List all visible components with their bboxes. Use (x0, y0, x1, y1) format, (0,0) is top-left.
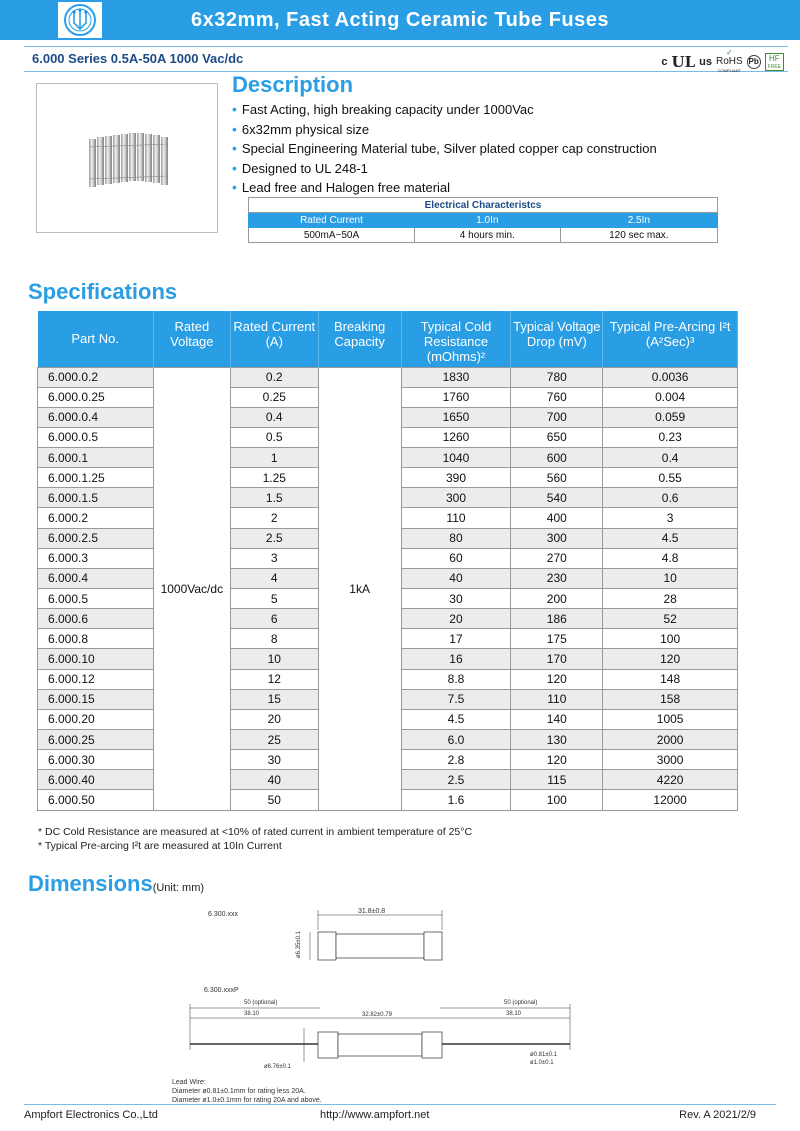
voltage-drop-cell: 600 (511, 448, 603, 468)
rated-voltage-cell: 1000Vac/dc (153, 367, 230, 810)
rated-current-cell: 1.25 (230, 468, 318, 488)
cold-resistance-cell: 17 (401, 629, 511, 649)
column-header-rated-current: Rated Current (A) (230, 311, 318, 367)
rohs-label: RoHS (715, 56, 743, 67)
certification-marks (661, 48, 784, 75)
part-number-cell: 6.000.4 (38, 568, 154, 588)
pre-arcing-cell: 4.5 (603, 528, 738, 548)
hf-sublabel: FREE (767, 63, 781, 70)
voltage-drop-cell: 560 (511, 468, 603, 488)
part-number-cell: 6.000.50 (38, 790, 154, 810)
part-number-cell: 6.000.0.4 (38, 407, 154, 427)
cold-resistance-cell: 1.6 (401, 790, 511, 810)
rated-current-cell: 2.5 (230, 528, 318, 548)
fuse-cap-right (424, 932, 442, 960)
ul-mark-icon: UL (671, 52, 696, 71)
description-heading: Description (232, 72, 354, 97)
table-cell: 500mA~50A (249, 228, 415, 243)
cert-c: c (661, 55, 668, 68)
hf-label: HF (768, 53, 780, 63)
part-number-cell: 6.000.6 (38, 609, 154, 629)
part-number-cell: 6.000.2 (38, 508, 154, 528)
pre-arcing-cell: 3000 (603, 750, 738, 770)
note: * DC Cold Resistance are measured at <10% of rated current in ambient temperature of 25°C (38, 826, 473, 838)
page-title: 6x32mm, Fast Acting Ceramic Tube Fuses (190, 9, 610, 31)
lead-wire-note: Diameter ø1.0±0.1mm for rating 20A and above. (172, 1097, 322, 1104)
cold-resistance-cell: 1650 (401, 407, 511, 427)
list-item: • Designed to UL 248-1 (232, 159, 657, 179)
cold-resistance-cell: 1760 (401, 387, 511, 407)
wire-dia-a-label: ø0.81±0.1 (530, 1052, 557, 1058)
check-icon: ✓ (725, 48, 733, 57)
cold-resistance-cell: 40 (401, 568, 511, 588)
dimensions-unit: (Unit: mm) (152, 882, 205, 894)
voltage-drop-cell: 110 (511, 689, 603, 709)
pre-arcing-cell: 4.8 (603, 548, 738, 568)
rated-current-cell: 1.5 (230, 488, 318, 508)
body-dia-label: ø6.76±0.1 (264, 1064, 291, 1070)
rated-current-cell: 2 (230, 508, 318, 528)
table-row (38, 367, 738, 387)
wire-dia-b-label: ø1.0±0.1 (530, 1060, 554, 1066)
rated-current-cell: 40 (230, 770, 318, 790)
divider (24, 46, 788, 47)
table-header: 2.5In (560, 213, 717, 228)
pre-arcing-cell: 0.4 (603, 448, 738, 468)
pre-arcing-cell: 10 (603, 568, 738, 588)
table-header: Rated Current (249, 213, 415, 228)
lead-right-label: 38.10 (506, 1011, 522, 1017)
part-number-cell: 6.000.40 (38, 770, 154, 790)
part-number-cell: 6.000.8 (38, 629, 154, 649)
cold-resistance-cell: 16 (401, 649, 511, 669)
opt-left-label: 50 (optional) (244, 1000, 278, 1006)
cold-resistance-cell: 1260 (401, 427, 511, 447)
pre-arcing-cell: 0.059 (603, 407, 738, 427)
lead-wire-note: Diameter ø0.81±0.1mm for rating less 20A. (172, 1088, 306, 1095)
table-caption: Electrical Characteristcs (249, 198, 718, 213)
lead-left-label: 38.10 (244, 1011, 260, 1017)
cold-resistance-cell: 4.5 (401, 709, 511, 729)
column-header-cold-resistance: Typical Cold Resistance (mOhms)² (401, 311, 511, 367)
note: * Typical Pre-arcing I²t are measured at 10In Current (38, 840, 282, 852)
voltage-drop-cell: 170 (511, 649, 603, 669)
pre-arcing-cell: 0.23 (603, 427, 738, 447)
list-item: • Special Engineering Material tube, Silver plated copper cap construction (232, 139, 657, 159)
rated-current-cell: 15 (230, 689, 318, 709)
pre-arcing-cell: 28 (603, 589, 738, 609)
cold-resistance-cell: 6.0 (401, 730, 511, 750)
rated-current-cell: 12 (230, 669, 318, 689)
voltage-drop-cell: 186 (511, 609, 603, 629)
pre-arcing-cell: 52 (603, 609, 738, 629)
voltage-drop-cell: 130 (511, 730, 603, 750)
series-label: 6.000 Series 0.5A-50A 1000 Vac/dc (32, 51, 244, 66)
pb-free-icon: Pb (747, 55, 761, 69)
rated-current-cell: 3 (230, 548, 318, 568)
cold-resistance-cell: 1040 (401, 448, 511, 468)
rated-current-cell: 0.2 (230, 367, 318, 387)
cold-resistance-cell: 2.8 (401, 750, 511, 770)
part-number-cell: 6.000.3 (38, 548, 154, 568)
rated-current-cell: 4 (230, 568, 318, 588)
part-number-cell: 6.000.0.2 (38, 367, 154, 387)
cold-resistance-cell: 300 (401, 488, 511, 508)
cold-resistance-cell: 80 (401, 528, 511, 548)
pre-arcing-cell: 0.55 (603, 468, 738, 488)
pre-arcing-cell: 0.0036 (603, 367, 738, 387)
rated-current-cell: 5 (230, 589, 318, 609)
specification-notes (38, 825, 472, 853)
lead-wire-title: Lead Wire: (172, 1079, 206, 1086)
fuse-cap-left (318, 932, 336, 960)
dimension-drawing (160, 900, 600, 1110)
voltage-drop-cell: 540 (511, 488, 603, 508)
description-list (232, 100, 657, 198)
part1-label: 6.300.xxx (208, 911, 238, 918)
halogen-free-mark (765, 53, 784, 71)
table-header: 1.0In (414, 213, 560, 228)
part-number-cell: 6.000.15 (38, 689, 154, 709)
voltage-drop-cell: 200 (511, 589, 603, 609)
column-header-pre-arcing: Typical Pre-Arcing I²t (A²Sec)³ (603, 311, 738, 367)
part-number-cell: 6.000.25 (38, 730, 154, 750)
voltage-drop-cell: 780 (511, 367, 603, 387)
voltage-drop-cell: 175 (511, 629, 603, 649)
cold-resistance-cell: 20 (401, 609, 511, 629)
fuse-body (338, 1034, 422, 1056)
pre-arcing-cell: 100 (603, 629, 738, 649)
cold-resistance-cell: 60 (401, 548, 511, 568)
voltage-drop-cell: 120 (511, 750, 603, 770)
rated-current-cell: 25 (230, 730, 318, 750)
series-bar (0, 46, 800, 72)
company-name: Ampfort Electronics Co.,Ltd (24, 1109, 158, 1121)
part-number-cell: 6.000.10 (38, 649, 154, 669)
pre-arcing-cell: 0.004 (603, 387, 738, 407)
pre-arcing-cell: 148 (603, 669, 738, 689)
fuse-photo-image (37, 84, 217, 232)
pre-arcing-cell: 3 (603, 508, 738, 528)
revision-label: Rev. A 2021/2/9 (679, 1109, 756, 1121)
voltage-drop-cell: 400 (511, 508, 603, 528)
pre-arcing-cell: 0.6 (603, 488, 738, 508)
rated-current-cell: 20 (230, 709, 318, 729)
dimensions-title: Dimensions (28, 871, 153, 896)
rated-current-cell: 50 (230, 790, 318, 810)
rated-current-cell: 8 (230, 629, 318, 649)
specifications-table (37, 311, 738, 811)
voltage-drop-cell: 140 (511, 709, 603, 729)
cold-resistance-cell: 30 (401, 589, 511, 609)
pre-arcing-cell: 4220 (603, 770, 738, 790)
voltage-drop-cell: 120 (511, 669, 603, 689)
part-number-cell: 6.000.0.25 (38, 387, 154, 407)
pre-arcing-cell: 120 (603, 649, 738, 669)
rohs-mark (716, 48, 743, 75)
part-number-cell: 6.000.5 (38, 589, 154, 609)
list-item: • Lead free and Halogen free material (232, 178, 657, 198)
breaking-capacity-cell: 1kA (318, 367, 401, 810)
column-header-voltage-drop: Typical Voltage Drop (mV) (511, 311, 603, 367)
voltage-drop-cell: 760 (511, 387, 603, 407)
voltage-drop-cell: 650 (511, 427, 603, 447)
voltage-drop-cell: 230 (511, 568, 603, 588)
part-number-cell: 6.000.1.25 (38, 468, 154, 488)
cert-us: us (699, 55, 712, 68)
dia1-label: ø6.35±0.1 (296, 931, 302, 958)
rated-current-cell: 1 (230, 448, 318, 468)
dimensions-heading (28, 871, 204, 897)
rohs-sublabel: COMPLIANT (717, 68, 741, 73)
electrical-characteristics-table (248, 197, 718, 243)
rated-current-cell: 0.25 (230, 387, 318, 407)
table-cell: 120 sec max. (560, 228, 717, 243)
cold-resistance-cell: 8.8 (401, 669, 511, 689)
rated-current-cell: 6 (230, 609, 318, 629)
website-link[interactable]: http://www.ampfort.net (320, 1109, 430, 1121)
voltage-drop-cell: 270 (511, 548, 603, 568)
voltage-drop-cell: 700 (511, 407, 603, 427)
fuse-body (336, 934, 424, 958)
cold-resistance-cell: 2.5 (401, 770, 511, 790)
part-number-cell: 6.000.2.5 (38, 528, 154, 548)
pre-arcing-cell: 1005 (603, 709, 738, 729)
rated-current-cell: 30 (230, 750, 318, 770)
opt-right-label: 50 (optional) (504, 1000, 538, 1006)
voltage-drop-cell: 115 (511, 770, 603, 790)
part-number-cell: 6.000.1 (38, 448, 154, 468)
list-item: • 6x32mm physical size (232, 120, 657, 140)
column-header-part-no: Part No. (38, 311, 154, 367)
column-header-rated-voltage: Rated Voltage (153, 311, 230, 367)
pre-arcing-cell: 12000 (603, 790, 738, 810)
cold-resistance-cell: 1830 (401, 367, 511, 387)
part-number-cell: 6.000.30 (38, 750, 154, 770)
voltage-drop-cell: 300 (511, 528, 603, 548)
footer (0, 1104, 800, 1131)
part-number-cell: 6.000.20 (38, 709, 154, 729)
specifications-heading: Specifications (28, 279, 178, 304)
list-item: • Fast Acting, high breaking capacity under 1000Vac (232, 100, 657, 120)
divider (24, 1104, 776, 1105)
voltage-drop-cell: 100 (511, 790, 603, 810)
rated-current-cell: 0.4 (230, 407, 318, 427)
part-number-cell: 6.000.0.5 (38, 427, 154, 447)
cold-resistance-cell: 7.5 (401, 689, 511, 709)
rated-current-cell: 10 (230, 649, 318, 669)
cold-resistance-cell: 390 (401, 468, 511, 488)
pre-arcing-cell: 158 (603, 689, 738, 709)
cold-resistance-cell: 110 (401, 508, 511, 528)
rated-current-cell: 0.5 (230, 427, 318, 447)
part-number-cell: 6.000.1.5 (38, 488, 154, 508)
pre-arcing-cell: 2000 (603, 730, 738, 750)
length1-label: 31.8±0.8 (358, 908, 386, 915)
product-photo (36, 83, 218, 233)
part2-label: 6.300.xxxP (204, 987, 239, 994)
table-cell: 4 hours min. (414, 228, 560, 243)
column-header-breaking-capacity: Breaking Capacity (318, 311, 401, 367)
part-number-cell: 6.000.12 (38, 669, 154, 689)
body-len-label: 32.82±0.79 (362, 1012, 392, 1018)
